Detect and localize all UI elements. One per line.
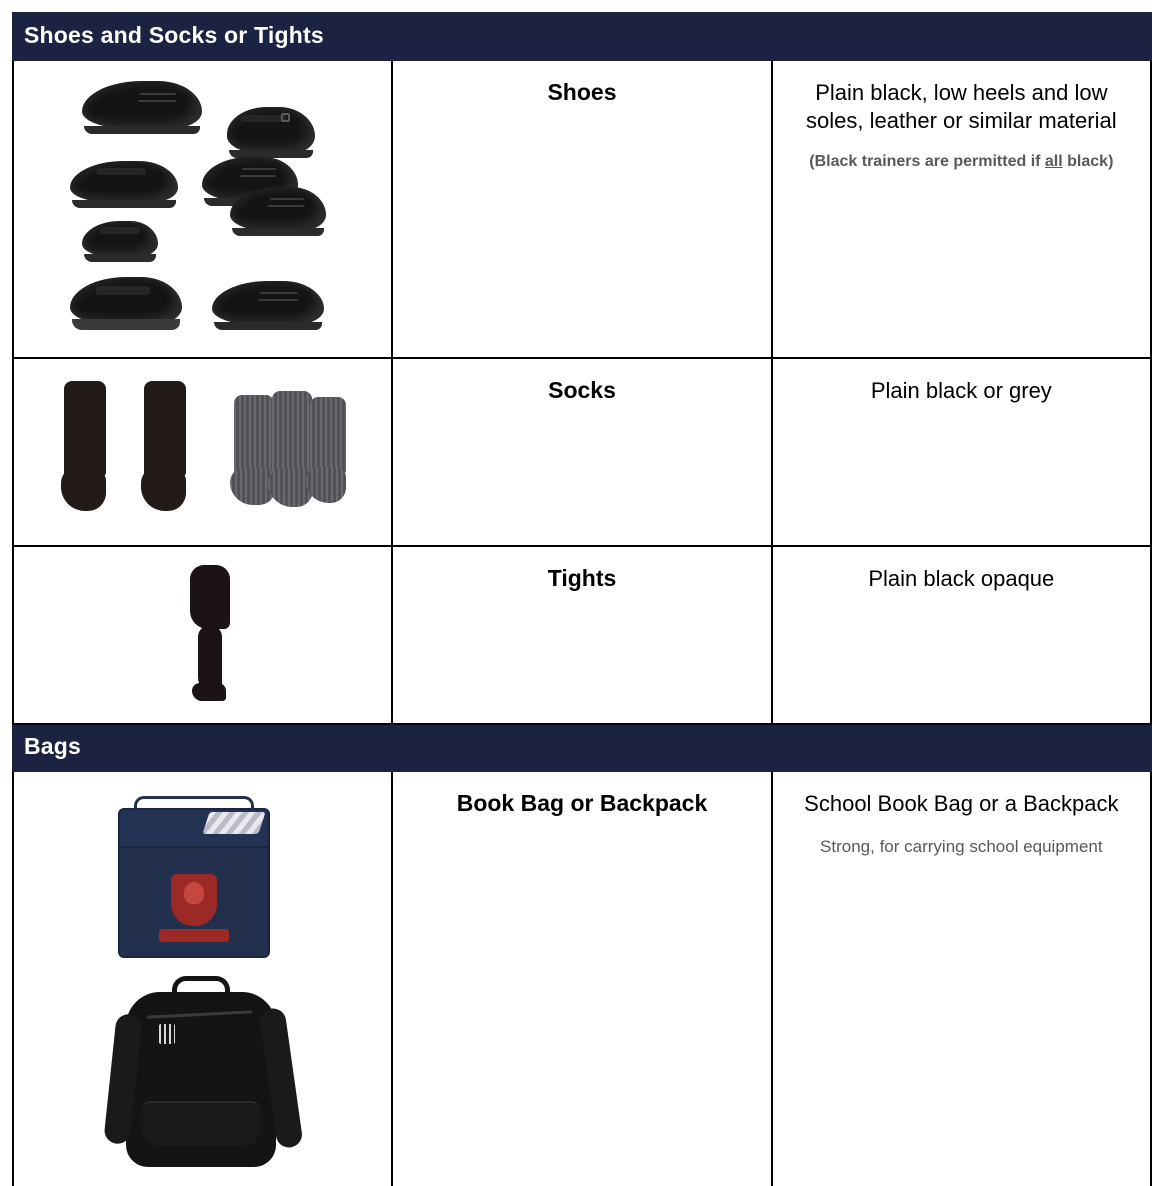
shoe-lace xyxy=(270,198,304,200)
backpack-zip xyxy=(147,1010,252,1018)
shoe-lace xyxy=(242,168,276,170)
description-bags xyxy=(772,771,1151,1186)
description-tights: Plain black opaque xyxy=(772,546,1151,724)
backpack-front-pocket xyxy=(141,1101,261,1147)
shoe-lace xyxy=(260,292,298,294)
tights-foot xyxy=(192,683,226,701)
school-shoes-photo xyxy=(22,69,383,349)
shoe-strap xyxy=(96,168,146,175)
shoe-sole xyxy=(72,200,176,208)
section-header-label: Bags xyxy=(13,724,1151,771)
sock-black xyxy=(64,381,106,511)
crest-shield xyxy=(171,874,217,926)
note-suffix: black) xyxy=(1062,153,1114,170)
shoe-strap xyxy=(100,227,140,234)
section-header-shoes-socks-tights xyxy=(13,13,1151,60)
reflective-stripe xyxy=(202,812,265,834)
shoe-lace xyxy=(138,100,176,102)
sock-leg xyxy=(272,391,312,475)
sock-foot xyxy=(306,467,346,503)
shoe-brogue xyxy=(82,81,202,129)
shoe-lace-up xyxy=(230,187,326,231)
sock-grey xyxy=(310,397,346,503)
socks-image-cell xyxy=(13,358,392,546)
shoe-velcro xyxy=(82,221,158,257)
tights-body xyxy=(190,565,230,629)
item-label-book-bag-or-backpack: Book Bag or Backpack xyxy=(392,771,771,1186)
description-note: Strong, for carrying school equipment xyxy=(820,836,1103,856)
sock-foot xyxy=(141,467,186,511)
description-shoes xyxy=(772,60,1151,358)
shoe-chunky-velcro xyxy=(70,277,182,325)
school-crest-icon xyxy=(159,874,229,942)
table-row xyxy=(13,60,1151,358)
section-header-bags xyxy=(13,724,1151,771)
shoes-image-cell xyxy=(13,60,392,358)
shoe-t-bar xyxy=(227,107,315,153)
backpack-grab-handle xyxy=(172,976,230,996)
sock-leg xyxy=(144,381,186,475)
school-socks-photo xyxy=(22,367,383,537)
shoe-lace xyxy=(240,175,276,177)
black-tights-photo xyxy=(22,555,383,715)
sock-leg xyxy=(310,397,346,473)
table-row xyxy=(13,358,1151,546)
description-text: Plain black, low heels and low soles, leather or similar material xyxy=(806,80,1117,133)
book-bag-and-backpack-photo xyxy=(22,780,383,1180)
sock-grey xyxy=(272,391,312,507)
table-row xyxy=(13,546,1151,724)
shoe-sole xyxy=(84,254,157,262)
shoe-sole xyxy=(214,322,322,330)
shoe-mary-jane xyxy=(70,161,178,203)
sock-foot xyxy=(61,467,106,511)
description-socks: Plain black or grey xyxy=(772,358,1151,546)
shoe-buckle xyxy=(281,113,290,122)
backpack xyxy=(126,992,276,1167)
description-note xyxy=(787,152,1136,173)
item-label-tights: Tights xyxy=(392,546,771,724)
item-label-socks: Socks xyxy=(392,358,771,546)
sock-leg xyxy=(234,395,274,474)
shoe-sole xyxy=(72,319,180,330)
table-row xyxy=(13,771,1151,1186)
shoe-lace xyxy=(258,299,298,301)
shoe-sole xyxy=(232,228,324,236)
shoe-lace xyxy=(140,93,176,95)
item-label-shoes: Shoes xyxy=(392,60,771,358)
sock-leg xyxy=(64,381,106,475)
note-underlined: all xyxy=(1044,153,1063,170)
book-bag xyxy=(118,808,270,958)
backpack-shoulder-strap xyxy=(103,1013,142,1145)
shoe-lace xyxy=(268,205,304,207)
bags-image-cell xyxy=(13,771,392,1186)
shoe-sole xyxy=(84,126,199,134)
crest-ribbon xyxy=(159,929,229,942)
backpack-logo xyxy=(159,1024,175,1044)
note-prefix: (Black trainers are permitted if xyxy=(809,153,1045,170)
shoe-strap xyxy=(96,286,150,295)
uniform-table xyxy=(12,12,1152,1186)
sock-black xyxy=(144,381,186,511)
tights-image-cell xyxy=(13,546,392,724)
description-text: School Book Bag or a Backpack xyxy=(804,791,1119,816)
backpack-shoulder-strap xyxy=(258,1007,303,1149)
section-header-label: Shoes and Socks or Tights xyxy=(13,13,1151,60)
shoe-oxford xyxy=(212,281,324,325)
